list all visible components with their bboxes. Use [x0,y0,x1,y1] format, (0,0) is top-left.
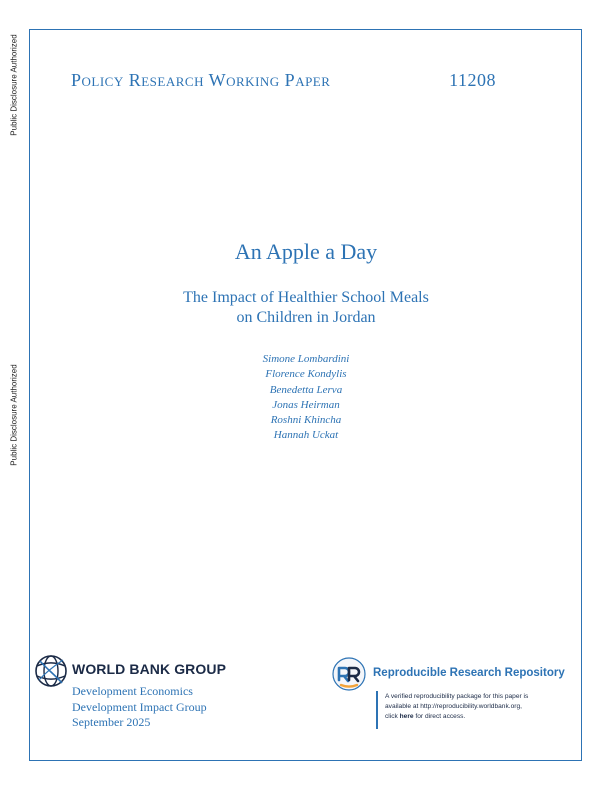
author-1: Simone Lombardini [262,353,350,365]
repository-note-line-3 [385,712,580,722]
repository-note-line-2: available at http://reproducibility.worldbank.org, [385,703,522,710]
author-list [0,352,612,444]
series-title: Policy Research Working Paper [71,70,331,90]
repository-note [385,692,580,722]
world-bank-info [72,684,207,731]
author-3: Benedetta Lerva [269,383,343,396]
repository-divider [376,691,378,729]
repository-note-click: click [385,713,400,720]
repository-note-end: for direct access. [413,713,466,720]
disclosure-label-middle-text: Public Disclosure Authorized [9,364,19,466]
paper-number: 11208 [449,70,496,90]
wb-line-1: Development Economics [72,684,193,698]
world-bank-group-name: WORLD BANK GROUP [72,661,227,677]
disclosure-label-top-text: Public Disclosure Authorized [9,34,19,136]
globe-icon [34,654,68,688]
repository-here-link[interactable]: here [399,713,414,720]
rr-logo-icon [332,657,366,691]
author-6: Hannah Uckat [273,429,339,442]
paper-title: An Apple a Day [234,239,378,264]
subtitle-line-2: on Children in Jordan [236,309,376,326]
repository-name: Reproducible Research Repository [373,667,565,679]
series-header [71,70,496,91]
wb-line-2: Development Impact Group [72,699,207,714]
author-5: Roshni Khincha [270,414,342,427]
subtitle-line-1: The Impact of Healthier School Meals [183,289,429,306]
author-4: Jonas Heirman [272,398,340,411]
paper-subtitle [0,288,612,328]
author-2: Florence Kondylis [265,368,347,381]
repository-note-line-1: A verified reproducibility package for this paper is [385,693,529,700]
wb-line-3: September 2025 [72,715,151,729]
